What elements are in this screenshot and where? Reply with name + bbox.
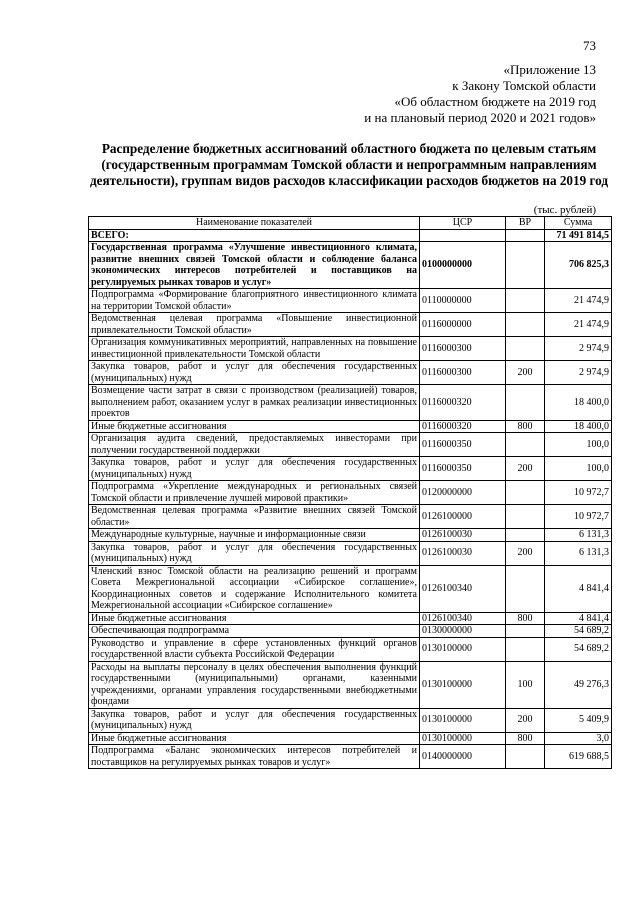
row-csr-cell: 0116000300	[420, 361, 506, 385]
table-row	[89, 612, 612, 625]
row-csr-cell: 0126100340	[420, 565, 506, 612]
table-row	[89, 565, 612, 612]
table-row	[89, 242, 612, 289]
table-row	[89, 385, 612, 421]
row-vr-cell	[506, 433, 545, 457]
row-csr-cell: 0126100340	[420, 612, 506, 625]
row-vr-cell	[506, 565, 545, 612]
row-name-cell: Государственная программа «Улучшение инвестиционного климата, развитие внешних связей Томской области и соблюдение баланса экономических интересов потребителей и поставщиков на регулируемых рынках товаров и услуг»	[89, 242, 420, 289]
row-csr-cell: 0130100000	[420, 637, 506, 661]
row-csr-cell: 0126100000	[420, 505, 506, 529]
appendix-line: «Об областном бюджете на 2019 год	[394, 94, 596, 109]
row-csr-cell: 0130100000	[420, 732, 506, 745]
row-csr-cell: 0130000000	[420, 625, 506, 638]
row-csr-cell: 0116000320	[420, 420, 506, 433]
table-row	[89, 732, 612, 745]
row-sum-cell: 49 276,3	[545, 661, 612, 708]
row-name-cell: Подпрограмма «Формирование благоприятного инвестиционного климата на территории Томской области»	[89, 289, 420, 313]
row-csr-cell: 0100000000	[420, 242, 506, 289]
row-name-cell: Иные бюджетные ассигнования	[89, 732, 420, 745]
appendix-line: «Приложение 13	[503, 62, 596, 77]
row-sum-cell: 100,0	[545, 433, 612, 457]
row-sum-cell: 100,0	[545, 457, 612, 481]
table-row	[89, 313, 612, 337]
appendix-line: к Закону Томской области	[452, 78, 596, 93]
row-sum-cell: 18 400,0	[545, 385, 612, 421]
row-csr-cell: 0130100000	[420, 661, 506, 708]
row-name-cell: Ведомственная целевая программа «Развитие внешних связей Томской области»	[89, 505, 420, 529]
row-vr-cell	[506, 385, 545, 421]
row-name-cell: Иные бюджетные ассигнования	[89, 612, 420, 625]
row-sum-cell: 10 972,7	[545, 505, 612, 529]
units-label: (тыс. рублей)	[533, 204, 596, 216]
appendix-line: и на плановый период 2020 и 2021 годов»	[364, 110, 596, 125]
row-sum-cell: 706 825,3	[545, 242, 612, 289]
row-sum-cell: 619 688,5	[545, 745, 612, 769]
row-csr-cell: 0116000300	[420, 337, 506, 361]
table-row	[89, 420, 612, 433]
header-name: Наименование показателей	[89, 217, 420, 230]
table-row	[89, 529, 612, 542]
row-name-cell: Организация коммуникативных мероприятий, направленных на повышение инвестиционной привлекательности Томской области	[89, 337, 420, 361]
row-name-cell: Членский взнос Томской области на реализацию решений и программ Совета Межрегиональной ассоциации «Сибирское соглашение», Координационных советов и содержание Исполнительного комитета Межрегиональной ассоциации «Сибирское соглашение»	[89, 565, 420, 612]
row-csr-cell: 0110000000	[420, 289, 506, 313]
row-csr-cell: 0116000350	[420, 457, 506, 481]
appendix-header	[364, 62, 596, 126]
table-row	[89, 361, 612, 385]
row-name-cell: Расходы на выплаты персоналу в целях обеспечения выполнения функций государственными (муниципальными) органами, казенными учреждениями, органами управления государственными внебюджетными фондами	[89, 661, 420, 708]
row-sum-cell: 6 131,3	[545, 541, 612, 565]
row-name-cell: Закупка товаров, работ и услуг для обеспечения государственных (муниципальных) нужд	[89, 708, 420, 732]
table-row	[89, 229, 612, 242]
row-name-cell: Организация аудита сведений, предоставляемых инвесторами при получении государственной поддержки	[89, 433, 420, 457]
table-row	[89, 637, 612, 661]
row-vr-cell	[506, 229, 545, 242]
header-vr: ВР	[506, 217, 545, 230]
row-vr-cell: 200	[506, 708, 545, 732]
row-name-cell: Руководство и управление в сфере установленных функций органов государственной власти субъекта Российской Федерации	[89, 637, 420, 661]
header-csr: ЦСР	[420, 217, 506, 230]
row-sum-cell: 4 841,4	[545, 612, 612, 625]
row-vr-cell: 800	[506, 732, 545, 745]
table-row	[89, 457, 612, 481]
row-sum-cell: 54 689,2	[545, 637, 612, 661]
row-name-cell: Международные культурные, научные и информационные связи	[89, 529, 420, 542]
row-csr-cell	[420, 229, 506, 242]
row-csr-cell: 0126100030	[420, 529, 506, 542]
row-name-cell: Ведомственная целевая программа «Повышение инвестиционной привлекательности Томской области»	[89, 313, 420, 337]
row-name-cell: Подпрограмма «Баланс экономических интересов потребителей и поставщиков на регулируемых рынках товаров и услуг»	[89, 745, 420, 769]
table-row	[89, 433, 612, 457]
row-sum-cell: 6 131,3	[545, 529, 612, 542]
table-row	[89, 289, 612, 313]
row-vr-cell	[506, 313, 545, 337]
row-name-cell: Закупка товаров, работ и услуг для обеспечения государственных (муниципальных) нужд	[89, 361, 420, 385]
row-name-cell: Закупка товаров, работ и услуг для обеспечения государственных (муниципальных) нужд	[89, 541, 420, 565]
row-sum-cell: 21 474,9	[545, 289, 612, 313]
row-sum-cell: 3,0	[545, 732, 612, 745]
table-row	[89, 481, 612, 505]
row-vr-cell: 200	[506, 541, 545, 565]
budget-table	[88, 216, 612, 769]
table-row	[89, 708, 612, 732]
row-vr-cell: 200	[506, 457, 545, 481]
row-name-cell: Подпрограмма «Укрепление международных и региональных связей Томской области и привлечение лучшей мировой практики»	[89, 481, 420, 505]
row-sum-cell: 10 972,7	[545, 481, 612, 505]
row-sum-cell: 54 689,2	[545, 625, 612, 638]
row-vr-cell	[506, 242, 545, 289]
table-row	[89, 745, 612, 769]
row-vr-cell	[506, 481, 545, 505]
table-row	[89, 661, 612, 708]
row-vr-cell	[506, 505, 545, 529]
row-sum-cell: 2 974,9	[545, 361, 612, 385]
table-row	[89, 337, 612, 361]
row-csr-cell: 0120000000	[420, 481, 506, 505]
row-sum-cell: 21 474,9	[545, 313, 612, 337]
row-sum-cell: 71 491 814,5	[545, 229, 612, 242]
row-sum-cell: 5 409,9	[545, 708, 612, 732]
row-vr-cell	[506, 529, 545, 542]
row-csr-cell: 0116000350	[420, 433, 506, 457]
row-name-cell: Иные бюджетные ассигнования	[89, 420, 420, 433]
row-name-cell: Возмещение части затрат в связи с производством (реализацией) товаров, выполнением работ, оказанием услуг в рамках реализации инвестиционных проектов	[89, 385, 420, 421]
row-csr-cell: 0140000000	[420, 745, 506, 769]
row-csr-cell: 0116000000	[420, 313, 506, 337]
row-sum-cell: 2 974,9	[545, 337, 612, 361]
table-row	[89, 505, 612, 529]
row-vr-cell	[506, 289, 545, 313]
document-title: Распределение бюджетных ассигнований областного бюджета по целевым статьям (государственным программам Томской области и непрограммным направлениям деятельности), группам видов расходов классификации расходов бюджетов на 2019 год	[89, 141, 609, 188]
row-sum-cell: 4 841,4	[545, 565, 612, 612]
row-csr-cell: 0130100000	[420, 708, 506, 732]
header-sum: Сумма	[545, 217, 612, 230]
table-row	[89, 625, 612, 638]
page-number: 73	[583, 38, 596, 53]
row-vr-cell	[506, 745, 545, 769]
table-row	[89, 541, 612, 565]
row-csr-cell: 0116000320	[420, 385, 506, 421]
table-header-row	[89, 217, 612, 230]
row-sum-cell: 18 400,0	[545, 420, 612, 433]
row-vr-cell	[506, 337, 545, 361]
row-vr-cell: 800	[506, 420, 545, 433]
row-vr-cell	[506, 637, 545, 661]
row-name-cell: Обеспечивающая подпрограмма	[89, 625, 420, 638]
row-csr-cell: 0126100030	[420, 541, 506, 565]
row-name-cell: Закупка товаров, работ и услуг для обеспечения государственных (муниципальных) нужд	[89, 457, 420, 481]
row-vr-cell	[506, 625, 545, 638]
row-name-cell: ВСЕГО:	[89, 229, 420, 242]
row-vr-cell: 800	[506, 612, 545, 625]
row-vr-cell: 100	[506, 661, 545, 708]
row-vr-cell: 200	[506, 361, 545, 385]
